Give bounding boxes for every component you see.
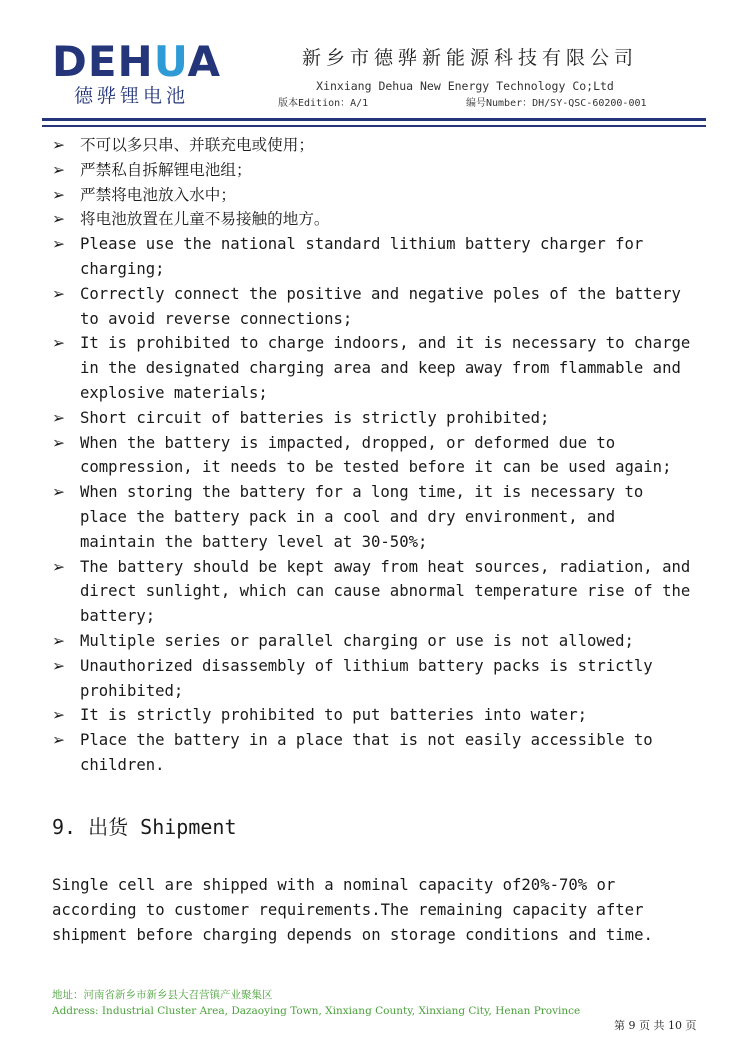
- list-item-text: Short circuit of batteries is strictly prohibited;: [80, 408, 550, 427]
- list-item: [52, 703, 712, 728]
- list-item: [52, 207, 712, 232]
- company-name-en: Xinxiang Dehua New Energy Technology Co;Ltd: [316, 79, 614, 93]
- list-item: [52, 232, 712, 282]
- header-rule-thin: [42, 125, 706, 127]
- list-item-text: Multiple series or parallel charging or use is not allowed;: [80, 631, 634, 650]
- logo-wordmark: DEHUA: [52, 37, 222, 86]
- list-item-text: Correctly connect the positive and negative poles of the battery to avoid reverse connections;: [80, 284, 681, 328]
- arrow-bullet-icon: ➢: [52, 136, 66, 154]
- list-item-text: 严禁将电池放入水中；: [80, 185, 236, 204]
- arrow-bullet-icon: ➢: [52, 706, 66, 725]
- list-item: [52, 158, 712, 183]
- list-item-text: Place the battery in a place that is not easily accessible to children.: [80, 731, 653, 774]
- footer-address-cn: 地址：河南省新乡市新乡县大召营镇产业聚集区: [52, 989, 273, 1001]
- list-item-text: Unauthorized disassembly of lithium battery packs is strictly prohibited;: [80, 656, 653, 700]
- precaution-list: [52, 133, 712, 778]
- list-item: [52, 728, 712, 778]
- arrow-bullet-icon: ➢: [52, 731, 66, 750]
- list-item: [52, 331, 712, 405]
- edition-label: 版本Edition：A/1: [278, 98, 369, 109]
- list-item: [52, 282, 712, 332]
- arrow-bullet-icon: ➢: [52, 483, 66, 502]
- arrow-bullet-icon: ➢: [52, 334, 66, 353]
- list-item: [52, 480, 712, 554]
- list-item-text: When storing the battery for a long time, it is necessary to place the battery pack in a cool and dry environment, and maintain the battery level at 30-50%;: [80, 483, 644, 551]
- logo-subtitle: 德骅锂电池: [74, 85, 190, 107]
- list-item-text: Please use the national standard lithium battery charger for charging;: [80, 235, 644, 278]
- arrow-bullet-icon: ➢: [52, 408, 66, 427]
- footer-address-en: Address: Industrial Cluster Area, Dazaoying Town, Xinxiang County, Xinxiang City, Henan Province: [52, 1005, 581, 1017]
- arrow-bullet-icon: ➢: [52, 185, 66, 204]
- list-item-text: 不可以多只串、并联充电或使用；: [80, 136, 314, 154]
- shipment-paragraph: Single cell are shipped with a nominal capacity of20%-70% or according to customer requirements.The remaining capacity after shipment before charging depends on storage conditions and time.: [52, 876, 653, 944]
- list-item-text: It is prohibited to charge indoors, and it is necessary to charge in the designated charging area and keep away from flammable and explosive materials;: [80, 334, 691, 402]
- list-item: [52, 629, 712, 654]
- list-item-text: When the battery is impacted, dropped, or deformed due to compression, it needs to be tested before it can be used again;: [80, 433, 672, 477]
- list-item: [52, 431, 712, 481]
- company-name-cn: 新乡市德骅新能源科技有限公司: [301, 47, 638, 69]
- arrow-bullet-icon: ➢: [52, 235, 66, 254]
- list-item: [52, 406, 712, 431]
- arrow-bullet-icon: ➢: [52, 656, 66, 675]
- arrow-bullet-icon: ➢: [52, 160, 66, 179]
- arrow-bullet-icon: ➢: [52, 631, 66, 650]
- header-rule-thick: [42, 118, 706, 121]
- list-item: [52, 555, 712, 629]
- list-item-text: 严禁私自拆解锂电池组；: [80, 160, 252, 179]
- arrow-bullet-icon: ➢: [52, 557, 66, 576]
- list-item-text: The battery should be kept away from heat sources, radiation, and direct sunlight, which can cause abnormal temperature rise of the battery;: [80, 557, 691, 626]
- list-item-text: It is strictly prohibited to put batteries into water;: [80, 706, 587, 725]
- arrow-bullet-icon: ➢: [52, 284, 66, 303]
- list-item: [52, 654, 712, 704]
- list-item-text: 将电池放置在儿童不易接触的地方。: [80, 210, 330, 229]
- page-number: 第 9 页 共 10 页: [614, 1019, 697, 1032]
- section-heading: 9. 出货 Shipment: [52, 815, 237, 839]
- company-logo: [52, 37, 222, 110]
- list-item: [52, 133, 712, 158]
- list-item: [52, 183, 712, 208]
- document-number: 编号Number：DH/SY-QSC-60200-001: [466, 98, 647, 109]
- arrow-bullet-icon: ➢: [52, 210, 66, 229]
- arrow-bullet-icon: ➢: [52, 433, 66, 452]
